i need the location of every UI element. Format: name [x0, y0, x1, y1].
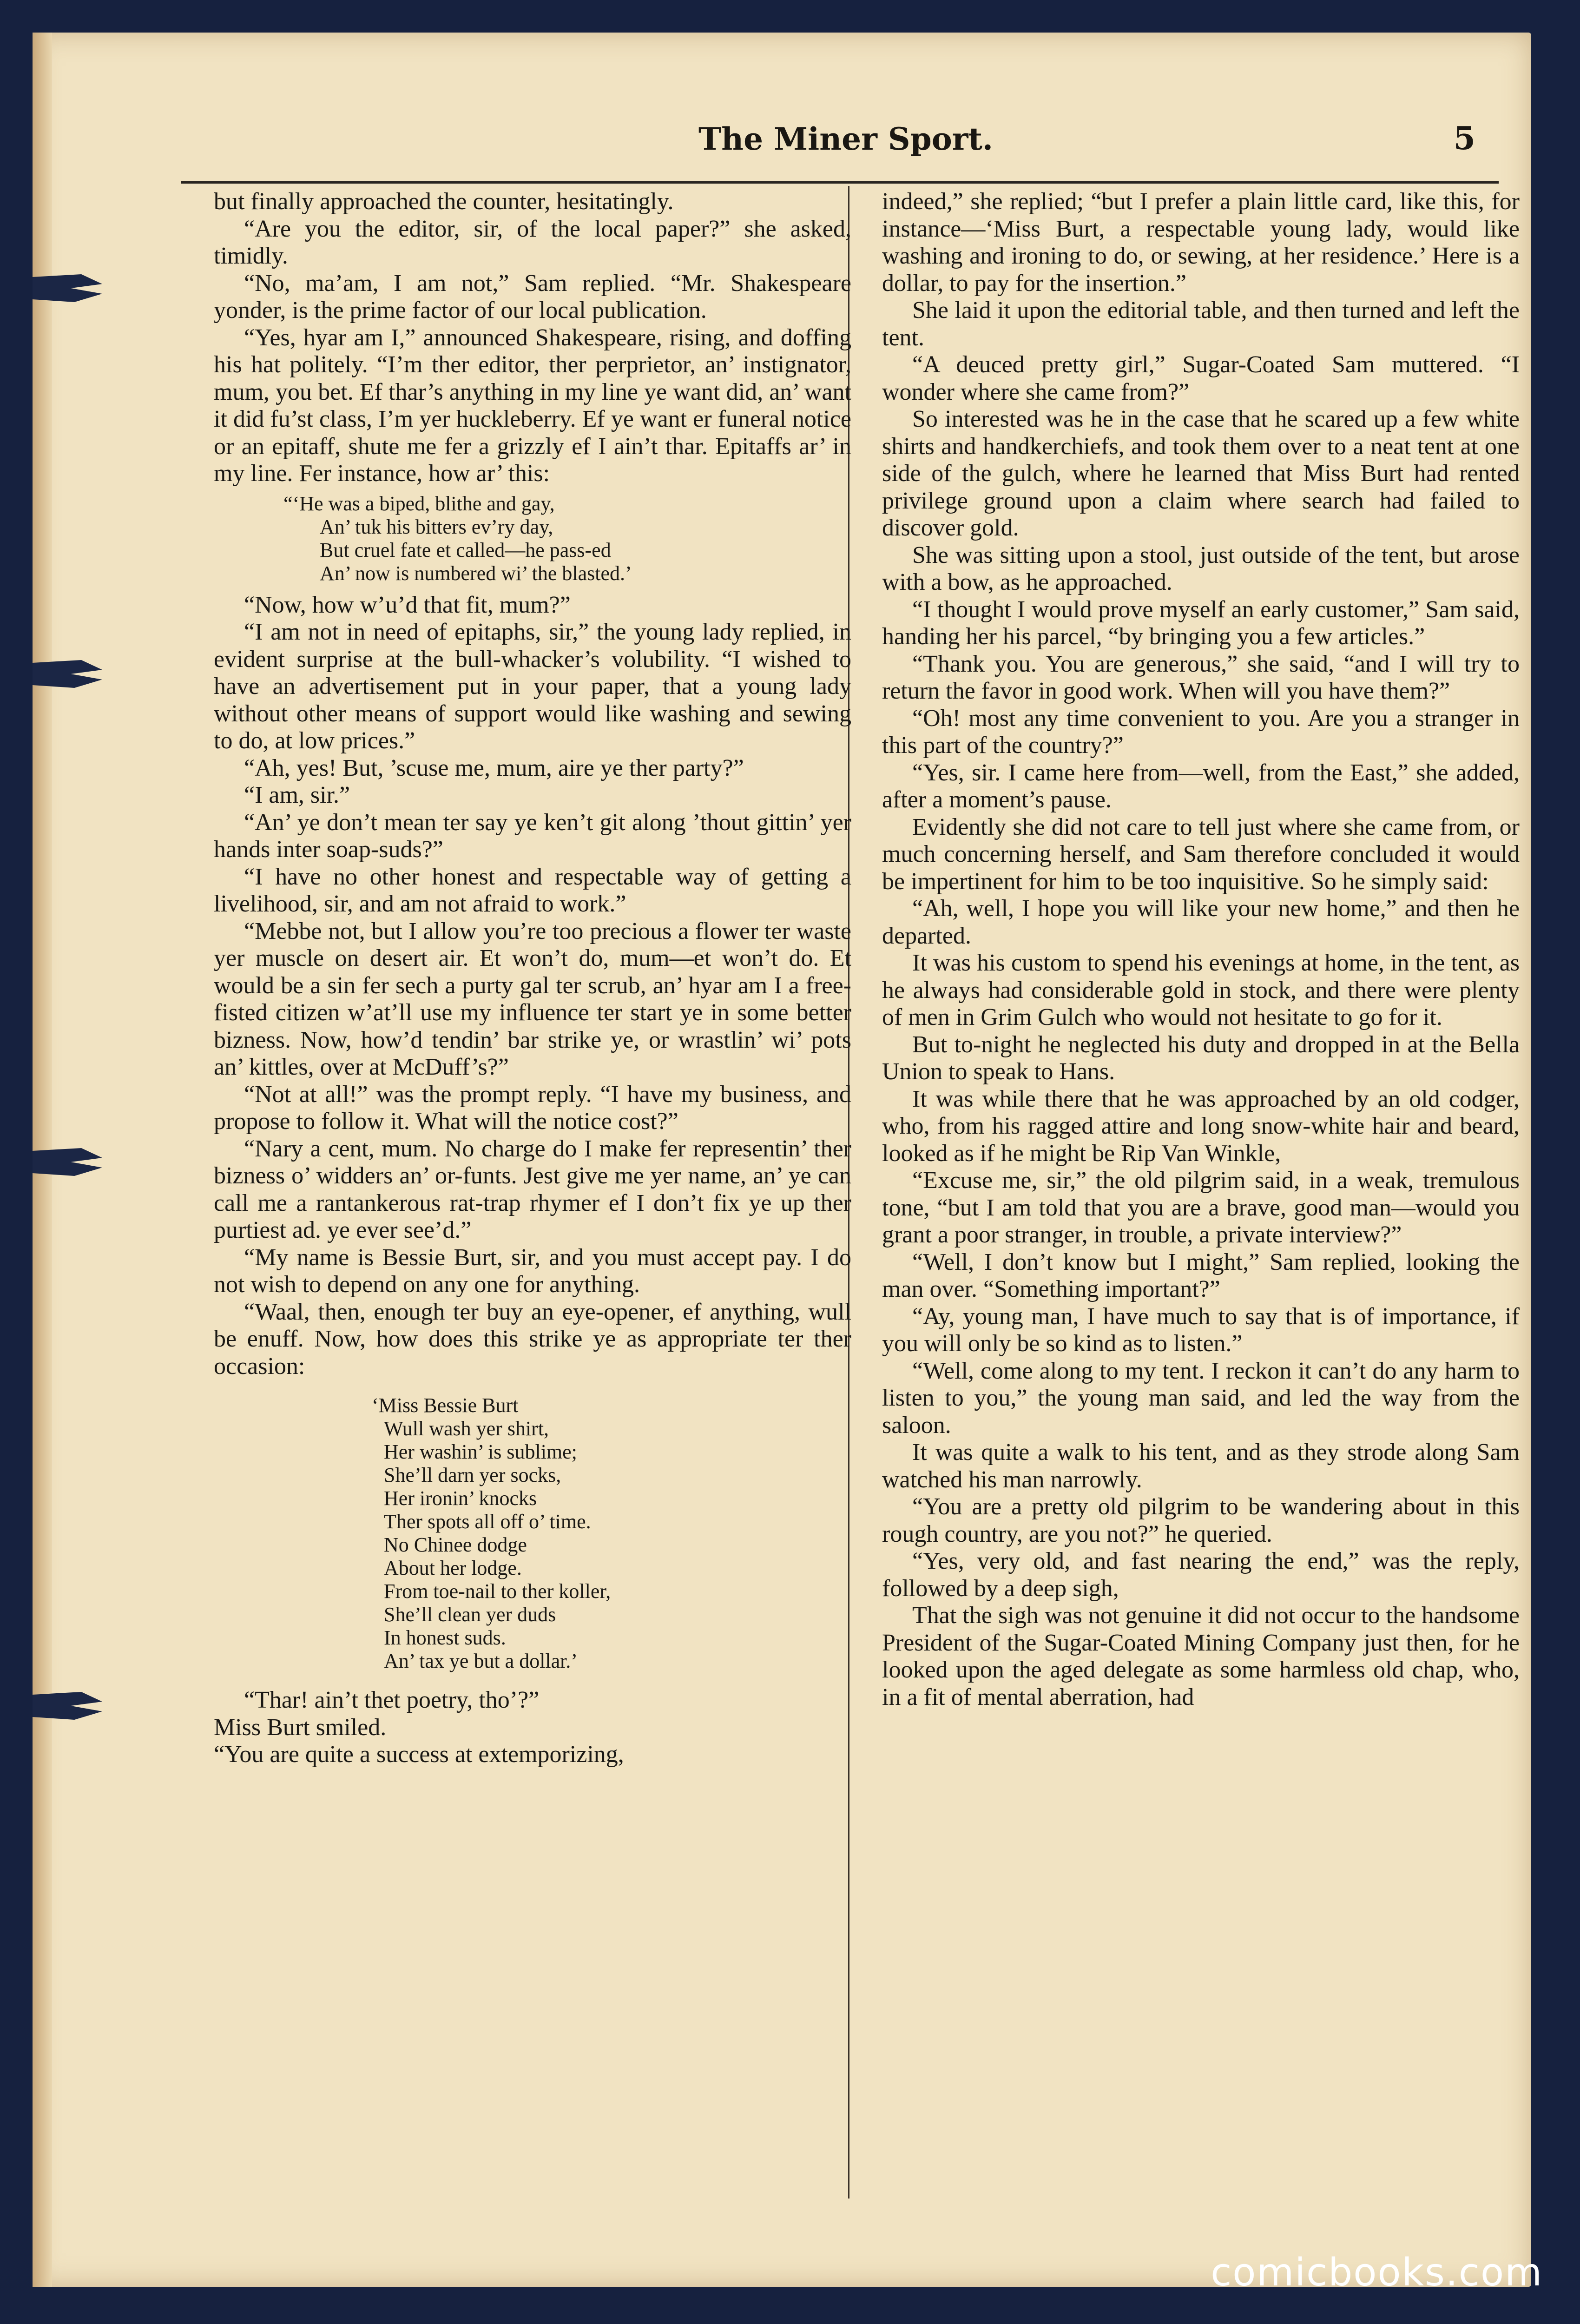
magazine-page: [33, 33, 1531, 2287]
paragraph: That the sigh was not genuine it did not occur to the handsome President of the Sugar-Coated Mining Company just then, for he looked upon the aged delegate as some harmless old chap, who, in a fit of mental aberration, had: [882, 1602, 1520, 1710]
paragraph: “Well, come along to my tent. I reckon it can’t do any harm to listen to you,” the young man said, and led the way from the saloon.: [882, 1357, 1520, 1439]
paragraph: “Ah, yes! But, ’scuse me, mum, aire ye ther party?”: [244, 754, 744, 781]
paragraph: She was sitting upon a stool, just outside of the tent, but arose with a bow, as he approached.: [882, 541, 1520, 595]
paragraph: “My name is Bessie Burt, sir, and you must accept pay. I do not wish to depend on any one for anything.: [214, 1244, 851, 1298]
paragraph: “Ah, well, I hope you will like your new home,” and then he departed.: [882, 895, 1520, 949]
running-head-title: The Miner Sport.: [698, 121, 993, 157]
verse-line: Her washin’ is sublime;: [384, 1440, 577, 1463]
verse-line: About her lodge.: [384, 1557, 522, 1579]
paragraph: “Are you the editor, sir, of the local paper?” she asked, timidly.: [214, 215, 851, 269]
paragraph: “Yes, very old, and fast nearing the end,” was the reply, followed by a deep sigh,: [882, 1548, 1520, 1602]
paragraph: “Mebbe not, but I allow you’re too precious a flower ter waste yer muscle on desert air. Et won’t do, mum—et won’t do. Et would be a sin fer sech a purty gal ter scrub, an’ hyar am I a free-fisted citizen w’at’ll use my influence ter start ye in some better bizness. Now, how’d tendin’ bar strike ye, or wrastlin’ wi’ pots an’ kittles, over at McDuff’s?”: [214, 918, 851, 1080]
page-number: 5: [1453, 120, 1475, 157]
verse-line: In honest suds.: [384, 1626, 506, 1649]
paragraph: “An’ ye don’t mean ter say ye ken’t git along ’thout gittin’ yer hands inter soap-suds?”: [214, 809, 851, 863]
paragraph: It was quite a walk to his tent, and as they strode along Sam watched his man narrowly.: [882, 1439, 1520, 1493]
header-rule: [181, 181, 1499, 184]
verse-line: ‘Miss Bessie Burt: [372, 1394, 519, 1417]
paragraph: Evidently she did not care to tell just where she came from, or much concerning herself, and Sam therefore concluded it would be impertinent for him to be too inquisitive. So he simply said:: [882, 813, 1520, 895]
verse-line: No Chinee dodge: [384, 1533, 527, 1556]
verse-line: An’ now is numbered wi’ the blasted.’: [320, 561, 632, 585]
paragraph: Miss Burt smiled.: [214, 1714, 387, 1741]
left-paragraphs-c: [214, 1687, 851, 1769]
paragraph: “Now, how w’u’d that fit, mum?”: [244, 591, 571, 618]
paragraph: “Oh! most any time convenient to you. Are you a stranger in this part of the country?”: [882, 705, 1520, 759]
binding-tear: [33, 274, 102, 302]
paragraph: “Not at all!” was the prompt reply. “I have my business, and propose to follow it. What will the notice cost?”: [214, 1081, 851, 1135]
paragraph: She laid it upon the editorial table, and then turned and left the tent.: [882, 297, 1520, 351]
paragraph: “Thar! ain’t thet poetry, tho’?”: [244, 1687, 540, 1713]
paragraph: indeed,” she replied; “but I prefer a plain little card, like this, for instance—‘Miss Burt, a respectable young lady, would like washing and ironing to do, or sewing, at her residence.’ Here is a dollar, to pay for the insertion.”: [882, 188, 1520, 297]
epitaph-verse: [283, 492, 851, 585]
binding-tear: [33, 1692, 102, 1720]
advertisement-verse: [372, 1394, 851, 1673]
paragraph: “Nary a cent, mum. No charge do I make fer representin’ ther bizness o’ widders an’ or-funts. Jest give me yer name, an’ ye can call me a rantankerous rat-trap rhymer ef I don’t fix ye up ther purtiest ad. ye ever see’d.”: [214, 1135, 851, 1243]
paragraph: “I am, sir.”: [244, 782, 350, 808]
site-watermark: comicbooks.com: [1211, 2251, 1543, 2295]
paragraph: It was his custom to spend his evenings at home, in the tent, as he always had considerable gold in stock, and there were plenty of men in Grim Gulch who would not hesitate to go for it.: [882, 950, 1520, 1030]
verse-line: She’ll clean yer duds: [384, 1603, 556, 1626]
paragraph: “I am not in need of epitaphs, sir,” the young lady replied, in evident surprise at the bull-whacker’s volubility. “I wished to have an advertisement put in your paper, that a young lady without other means of support would like washing and sewing to do, at low prices.”: [214, 619, 851, 754]
binding-tear: [33, 660, 102, 688]
paragraph: “No, ma’am, I am not,” Sam replied. “Mr. Shakespeare yonder, is the prime factor of our local publication.: [214, 270, 851, 324]
verse-line: An’ tuk his bitters ev’ry day,: [320, 515, 553, 538]
paragraph: “Excuse me, sir,” the old pilgrim said, in a weak, tremulous tone, “but I am told that you are a brave, good man—would you grant a poor stranger, in trouble, a private interview?”: [882, 1167, 1520, 1248]
right-paragraphs: [882, 188, 1520, 1711]
paragraph: “You are quite a success at extemporizing,: [214, 1741, 624, 1768]
verse-line: From toe-nail to ther koller,: [384, 1580, 611, 1603]
paragraph: “I have no other honest and respectable way of getting a livelihood, sir, and am not afraid to work.”: [214, 863, 851, 917]
paragraph: “Well, I don’t know but I might,” Sam replied, looking the man over. “Something important?”: [882, 1248, 1520, 1302]
left-column: [214, 188, 851, 2201]
paragraph: but finally approached the counter, hesitatingly.: [214, 188, 674, 215]
paragraph: “Yes, hyar am I,” announced Shakespeare, rising, and doffing his hat politely. “I’m ther editor, ther perprietor, an’ instignator, mum, you bet. Ef thar’s anything in my line ye want did, an’ want it did fu’st class, I’m yer huckleberry. Ef ye want er funeral notice or an epitaff, shute me fer a grizzly ef I ain’t thar. Epitaffs ar’ in my line. Fer instance, how ar’ this:: [214, 324, 851, 487]
paragraph: But to-night he neglected his duty and dropped in at the Bella Union to speak to Hans.: [882, 1031, 1520, 1085]
paragraph: So interested was he in the case that he scared up a few white shirts and handkerchiefs, and took them over to a neat tent at one side of the gulch, where he learned that Miss Burt had rented privilege ground upon a claim where search had failed to discover gold.: [882, 406, 1520, 541]
paragraph: “Thank you. You are generous,” she said, “and I will try to return the favor in good work. When will you have them?”: [882, 650, 1520, 704]
left-paragraphs-b: [214, 592, 851, 1380]
verse-line: Wull wash yer shirt,: [384, 1417, 549, 1440]
right-column: [882, 188, 1520, 2201]
binding-tear: [33, 1148, 102, 1176]
paragraph: “I thought I would prove myself an early customer,” Sam said, handing her his parcel, “by bringing you a few articles.”: [882, 596, 1520, 650]
verse-line: She’ll darn yer socks,: [384, 1464, 561, 1486]
paragraph: “You are a pretty old pilgrim to be wandering about in this rough country, are you not?” he queried.: [882, 1493, 1520, 1547]
paragraph: “Waal, then, enough ter buy an eye-opener, ef anything, wull be enuff. Now, how does this strike ye as appropriate ter ther occasion:: [214, 1298, 851, 1380]
paragraph: “A deuced pretty girl,” Sugar-Coated Sam muttered. “I wonder where she came from?”: [882, 351, 1520, 405]
paragraph: It was while there that he was approached by an old codger, who, from his ragged attire and long snow-white hair and beard, looked as if he might be Rip Van Winkle,: [882, 1085, 1520, 1167]
left-paragraphs-a: [214, 188, 851, 488]
verse-line: Her ironin’ knocks: [384, 1487, 537, 1510]
verse-line: But cruel fate et called—he pass-ed: [320, 538, 611, 561]
verse-line: Ther spots all off o’ time.: [384, 1510, 591, 1533]
paragraph: “Ay, young man, I have much to say that is of importance, if you will only be so kind as to listen.”: [882, 1303, 1520, 1357]
paragraph: “Yes, sir. I came here from—well, from the East,” she added, after a moment’s pause.: [882, 759, 1520, 813]
verse-line: An’ tax ye but a dollar.’: [384, 1650, 578, 1672]
verse-line: “‘He was a biped, blithe and gay,: [283, 492, 555, 515]
